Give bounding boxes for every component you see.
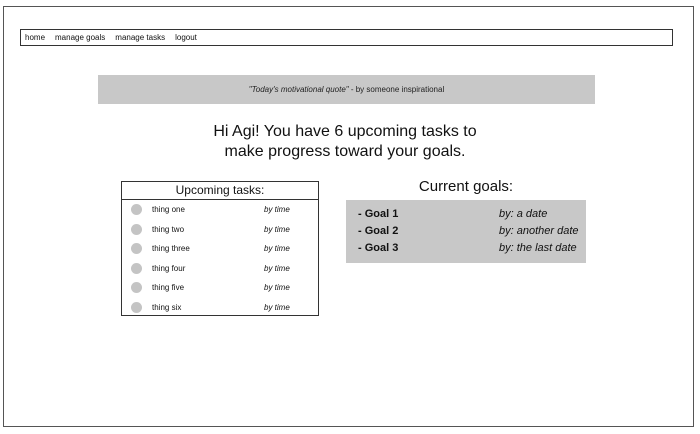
task-time: by time [264, 283, 290, 293]
task-status-dot-icon[interactable] [131, 282, 142, 293]
task-status-dot-icon[interactable] [131, 204, 142, 215]
task-item [122, 259, 318, 279]
nav-logout-link[interactable]: logout [175, 33, 197, 42]
task-name: thing four [152, 263, 186, 273]
task-item [122, 200, 318, 220]
task-item [122, 239, 318, 259]
task-status-dot-icon[interactable] [131, 224, 142, 235]
quote-text: "Today's motivational quote" [248, 85, 349, 94]
task-status-dot-icon[interactable] [131, 263, 142, 274]
goal-item[interactable] [346, 239, 586, 256]
task-item [122, 298, 318, 318]
quote-attribution: - by someone inspirational [348, 85, 445, 94]
upcoming-tasks-panel [121, 181, 319, 316]
goal-item[interactable] [346, 205, 586, 222]
goal-date: by: the last date [499, 241, 577, 254]
current-goals-panel [346, 200, 586, 263]
upcoming-tasks-header: Upcoming tasks: [122, 182, 318, 200]
goal-date: by: another date [499, 224, 579, 237]
nav-home-link[interactable]: home [25, 33, 46, 42]
task-name: thing one [152, 205, 185, 215]
nav-manage-goals-link[interactable]: manage goals [55, 33, 106, 42]
task-name: thing three [152, 244, 190, 254]
greeting-message [150, 122, 540, 162]
task-item [122, 278, 318, 298]
task-name: thing five [152, 283, 185, 293]
quote-banner [98, 75, 595, 104]
task-time: by time [264, 263, 290, 273]
goal-date: by: a date [499, 207, 548, 220]
current-goals-title: Current goals: [418, 178, 514, 195]
task-name: thing two [152, 224, 185, 234]
task-item [122, 220, 318, 240]
goal-name: - Goal 1 [358, 207, 399, 220]
task-status-dot-icon[interactable] [131, 302, 142, 313]
task-time: by time [264, 224, 290, 234]
task-time: by time [264, 244, 290, 254]
goal-name: - Goal 3 [358, 241, 399, 254]
task-time: by time [264, 302, 290, 312]
greeting-line-1: Hi Agi! You have 6 upcoming tasks to [213, 123, 477, 140]
goal-item[interactable] [346, 222, 586, 239]
task-status-dot-icon[interactable] [131, 243, 142, 254]
greeting-line-2: make progress toward your goals. [224, 143, 466, 160]
goal-name: - Goal 2 [358, 224, 399, 237]
nav-manage-tasks-link[interactable]: manage tasks [115, 33, 166, 42]
task-name: thing six [152, 302, 182, 312]
task-time: by time [264, 205, 290, 215]
top-nav [20, 29, 673, 46]
